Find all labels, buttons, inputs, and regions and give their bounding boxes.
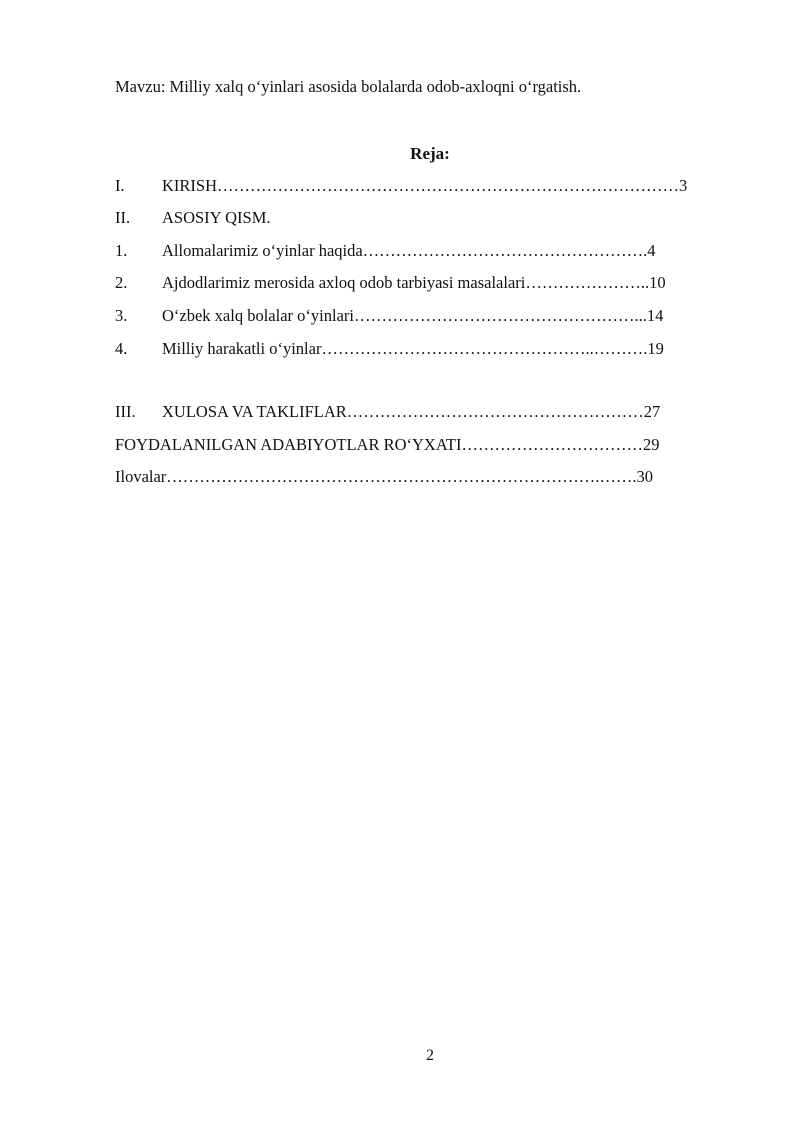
toc-item-number: 1. [115, 241, 128, 260]
toc-item-number: III. [115, 402, 136, 421]
toc-item-text: Ajdodlarimiz merosida axloq odob tarbiyasi masalalari…………………..10 [162, 273, 666, 292]
toc-item-text: XULOSA VA TAKLIFLAR………………………………………………27 [162, 402, 661, 421]
toc-item-text: ASOSIY QISM. [162, 208, 271, 227]
toc-item-number: I. [115, 176, 125, 195]
toc-item-number: II. [115, 208, 131, 227]
toc-item-text: Allomalarimiz o‘yinlar haqida…………………………………………….4 [162, 241, 656, 260]
plan-title: Reja: [410, 144, 450, 163]
toc-item-number: 4. [115, 339, 128, 358]
toc-item-text: KIRISH…………………………………………………………………………3 [162, 176, 688, 195]
toc-item-number: 3. [115, 306, 128, 325]
toc-item-text: Milliy harakatli o‘yinlar…………………………………………..……….19 [162, 339, 664, 358]
toc-item-references: FOYDALANILGAN ADABIYOTLAR RO‘YXATI……………………………29 [115, 435, 660, 454]
toc-item-text: O‘zbek xalq bolalar o‘yinlari……………………………………………...14 [162, 306, 664, 325]
document-topic: Mavzu: Milliy xalq o‘yinlari asosida bolalarda odob-axloqni o‘rgatish. [115, 77, 582, 96]
toc-item-appendix: Ilovalar…………………………………………………………………….…….30 [115, 467, 654, 486]
page-number: 2 [426, 1047, 434, 1064]
toc-item-number: 2. [115, 273, 128, 292]
